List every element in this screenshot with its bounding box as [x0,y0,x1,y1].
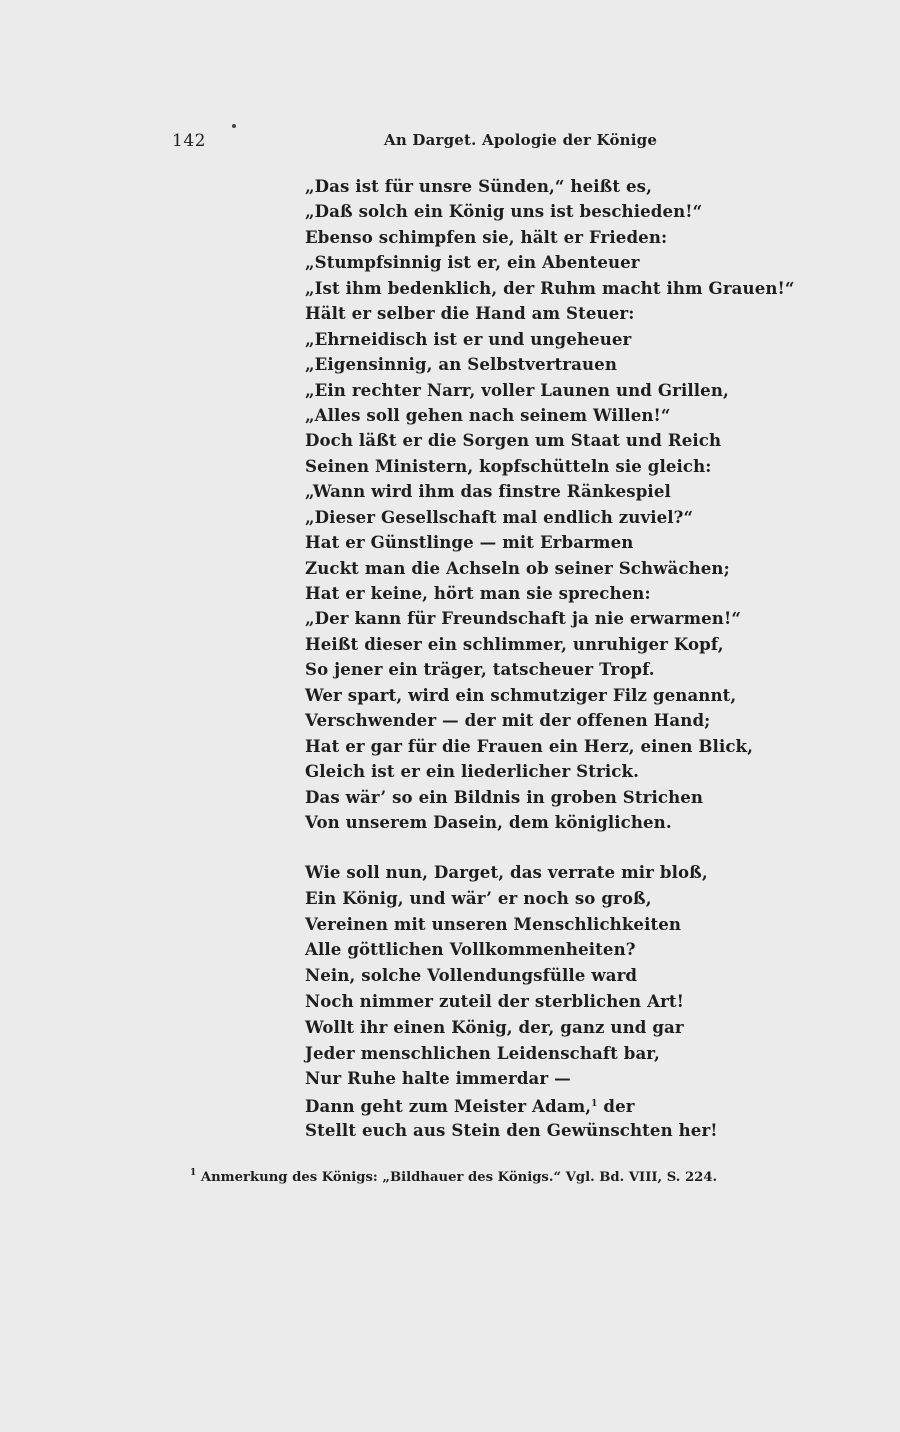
poem-line: Wie soll nun, Darget, das verrate mir bloß, [305,862,708,882]
poem-line: „Stumpfsinnig ist er, ein Abenteuer [305,252,640,273]
running-title: An Darget. Apologie der Könige [384,131,658,149]
poem-line: Ein König, und wär’ er noch so groß, [305,887,652,908]
poem-line: Hat er keine, hört man sie sprechen: [305,583,651,603]
poem-line: Von unserem Dasein, dem königlichen. [305,811,672,832]
footnote-text: Anmerkung des Königs: „Bildhauer des Königs.“ Vgl. Bd. VIII, S. 224. [200,1170,718,1185]
poem-stanza-2 [305,860,718,1144]
poem-line: Hat er Günstlinge — mit Erbarmen [305,532,634,553]
poem-line: Seinen Ministern, kopfschütteln sie gleich: [305,455,712,476]
poem-line [305,1092,718,1118]
poem-line: „Alles soll gehen nach seinem Willen!“ [305,404,671,425]
poem-line: „Wann wird ihm das finstre Ränkespiel [305,481,671,502]
poem-line: „Daß solch ein König uns ist beschieden!“ [305,201,703,222]
poem-line-text: Dann geht zum Meister Adam, [305,1096,592,1117]
poem-line: Jeder menschlichen Leidenschaft bar, [305,1042,660,1063]
poem-line-text: der [597,1096,635,1117]
poem-line: Nein, solche Vollendungsfülle ward [305,965,638,986]
poem-line: „Ein rechter Narr, voller Launen und Grillen, [305,379,729,400]
poem-line: „Das ist für unsre Sünden,“ heißt es, [305,176,652,196]
poem-line: Wer spart, wird ein schmutziger Filz genannt, [305,684,737,705]
poem-line: „Ehrneidisch ist er und ungeheuer [305,328,632,349]
footnote-marker: 1 [190,1168,197,1178]
poem-line: Hält er selber die Hand am Steuer: [305,303,635,324]
poem-line: „Der kann für Freundschaft ja nie erwarmen!“ [305,608,741,629]
poem-line: Das wär’ so ein Bildnis in groben Strichen [305,786,704,807]
poem-line: Nur Ruhe halte immerdar — [305,1068,571,1089]
poem-line: Noch nimmer zuteil der sterblichen Art! [305,990,685,1011]
poem-line: „Ist ihm bedenklich, der Ruhm macht ihm Grauen!“ [305,277,795,298]
poem-stanza-1 [305,174,795,835]
poem-line: Gleich ist er ein liederlicher Strick. [305,761,639,782]
poem-line: Zuckt man die Achseln ob seiner Schwächen; [305,557,730,578]
poem-line: Alle göttlichen Vollkommenheiten? [305,939,636,960]
poem-line: „Eigensinnig, an Selbstvertrauen [305,354,617,375]
poem-line: So jener ein träger, tatscheuer Tropf. [305,659,655,680]
ink-dot [232,124,236,128]
footnote [190,1168,717,1185]
poem-line: Verschwender — der mit der offenen Hand; [305,710,711,731]
footnote-reference: 1 [591,1099,598,1110]
poem-line: Stellt euch aus Stein den Gewünschten her! [305,1119,718,1140]
poem-line: „Dieser Gesellschaft mal endlich zuviel?“ [305,506,694,527]
poem-line: Wollt ihr einen König, der, ganz und gar [305,1016,684,1037]
poem-line: Heißt dieser ein schlimmer, unruhiger Kopf, [305,633,724,654]
poem-line: Ebenso schimpfen sie, hält er Frieden: [305,226,668,247]
poem-line: Doch läßt er die Sorgen um Staat und Reich [305,430,722,451]
page-number: 142 [172,131,206,151]
poem-line: Vereinen mit unseren Menschlichkeiten [305,913,682,934]
poem-line: Hat er gar für die Frauen ein Herz, einen Blick, [305,735,754,756]
